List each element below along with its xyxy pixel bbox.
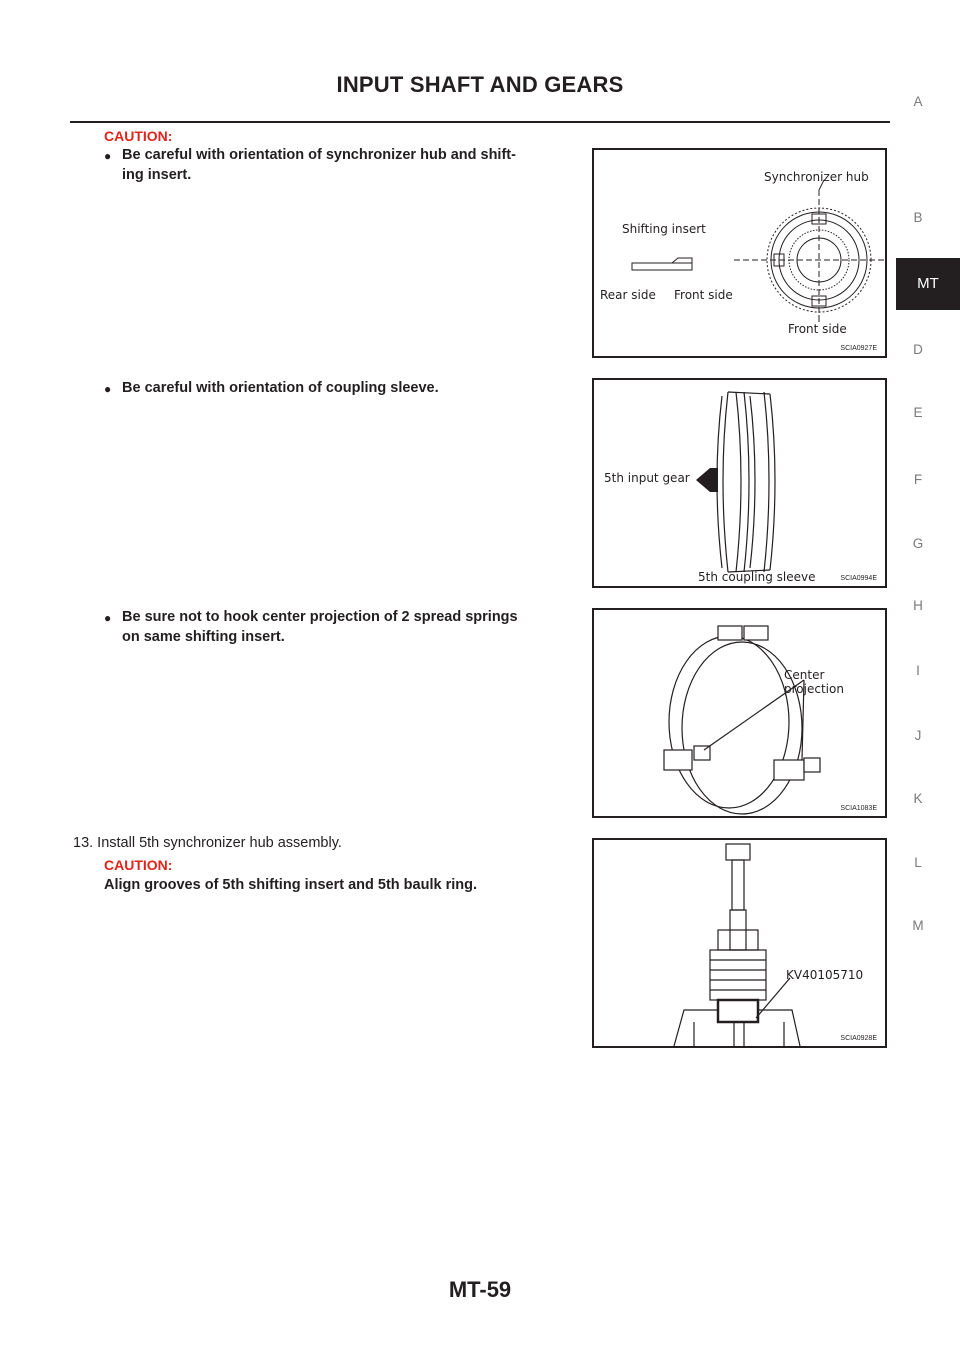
section-tab-a[interactable]: A [913,94,923,109]
bullet-1-line-1: Be careful with orientation of synchronizer hub and shift- [122,147,516,163]
figure-press-tool [592,838,887,1048]
section-tab-h[interactable]: H [913,598,923,613]
page-number: MT-59 [448,1277,512,1302]
bullet-3-line-1: Be sure not to hook center projection of 2 spread springs [122,609,518,625]
spread-springs-drawing [594,610,885,816]
label-synchronizer-hub: Synchronizer hub [764,170,869,184]
label-tool-number: KV40105710 [786,968,864,982]
caution-label-2: CAUTION: [104,857,173,873]
section-tab-j[interactable]: J [914,728,922,743]
label-5th-coupling-sleeve: 5th coupling sleeve [698,570,816,584]
section-tab-l[interactable]: L [914,855,922,870]
bullet-icon: ● [104,149,112,163]
label-center-projection: Center projection [784,668,844,696]
bullet-1-line-2: ing insert. [122,167,192,183]
bullet-3-line-2: on same shifting insert. [122,629,285,645]
bullet-icon: ● [104,611,112,625]
section-tab-mt-label: MT [917,275,939,292]
label-shifting-insert: Shifting insert [622,222,706,236]
section-tab-mt-active[interactable] [896,258,960,310]
section-tab-b[interactable]: B [913,210,923,225]
caution-label-1: CAUTION: [104,128,173,144]
figure-code: SCIA0928E [840,1035,877,1042]
page-title: INPUT SHAFT AND GEARS [336,72,624,97]
label-front-side-bottom: Front side [788,322,847,336]
label-front-side-left: Front side [674,288,733,302]
section-tab-d[interactable]: D [913,342,923,357]
figure-code: SCIA0927E [840,345,877,352]
section-tab-i[interactable]: I [916,663,920,678]
label-5th-input-gear: 5th input gear [604,471,690,485]
figure-coupling-sleeve [592,378,887,588]
bullet-2: Be careful with orientation of coupling sleeve. [122,380,439,396]
figure-spread-springs [592,608,887,818]
step-13: 13. Install 5th synchronizer hub assembly. [73,835,342,851]
caution-2-text: Align grooves of 5th shifting insert and 5th baulk ring. [104,877,477,893]
figure-synchronizer-hub [592,148,887,358]
section-tab-g[interactable]: G [912,536,924,551]
section-tab-k[interactable]: K [913,791,923,806]
section-tab-e[interactable]: E [913,405,923,420]
figure-code: SCIA0994E [840,575,877,582]
press-tool-drawing [594,840,885,1046]
section-tab-f[interactable]: F [913,472,923,487]
section-tab-m[interactable]: M [912,918,924,933]
label-rear-side: Rear side [600,288,656,302]
figure-code: SCIA1083E [840,805,877,812]
bullet-icon: ● [104,382,112,396]
header-divider [70,121,890,123]
